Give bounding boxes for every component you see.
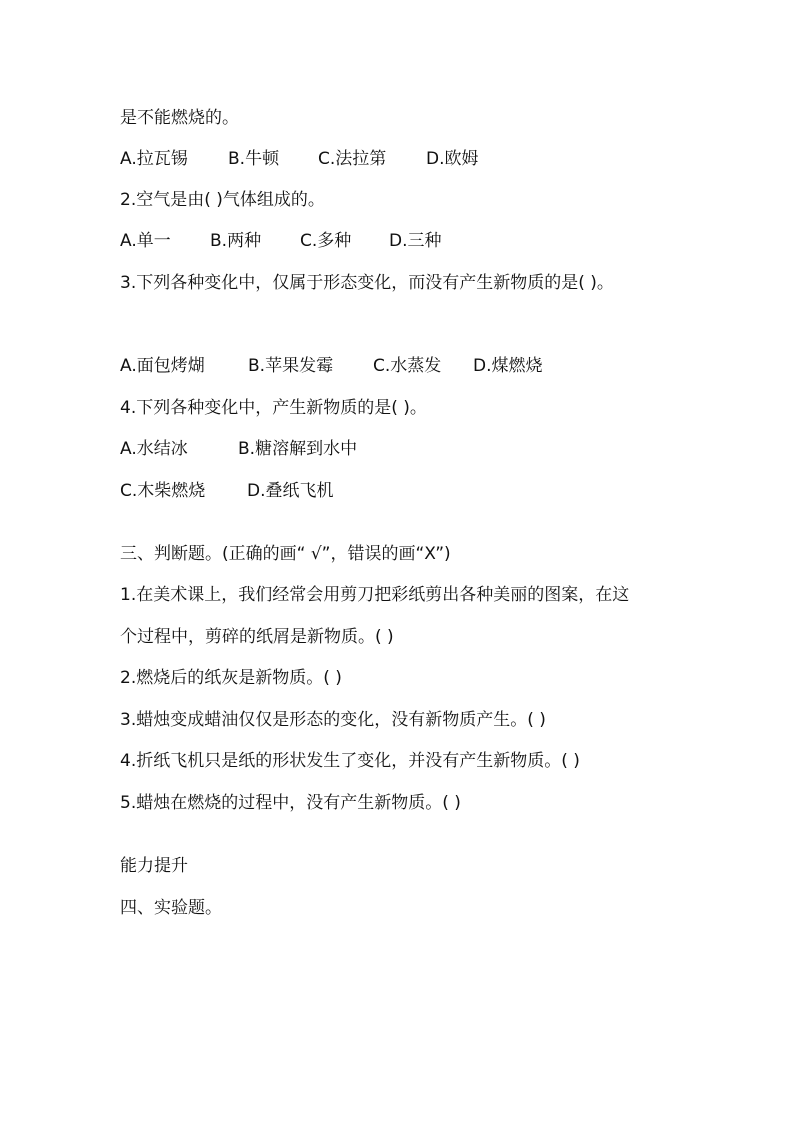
q2-option-d: D.三种	[389, 231, 442, 251]
continued-text-line: 是不能燃烧的。	[120, 108, 239, 128]
judge1-line2: 个过程中，剪碎的纸屑是新物质。( )	[120, 627, 394, 647]
q3-option-d: D.煤燃烧	[473, 356, 543, 376]
judge1-line1: 1.在美术课上，我们经常会用剪刀把彩纸剪出各种美丽的图案，在这	[120, 585, 630, 605]
judge4: 4.折纸飞机只是纸的形状发生了变化，并没有产生新物质。( )	[120, 751, 580, 771]
judge2: 2.燃烧后的纸灰是新物质。( )	[120, 668, 342, 688]
q2-option-a: A.单一	[120, 231, 171, 251]
q4-option-d: D.叠纸飞机	[247, 481, 334, 501]
q1-option-c: C.法拉第	[318, 149, 387, 169]
q3-option-c: C.水蒸发	[373, 356, 442, 376]
ability-heading: 能力提升	[120, 856, 188, 876]
q4-stem: 4.下列各种变化中，产生新物质的是( )。	[120, 398, 427, 418]
q4-options-row2	[120, 480, 334, 502]
q1-option-d: D.欧姆	[426, 149, 479, 169]
judge3: 3.蜡烛变成蜡油仅仅是形态的变化，没有新物质产生。( )	[120, 710, 546, 730]
q3-options	[120, 355, 543, 377]
q4-option-b: B.糖溶解到水中	[238, 439, 358, 459]
q2-option-c: C.多种	[300, 231, 352, 251]
q2-stem: 2.空气是由( )气体组成的。	[120, 190, 325, 210]
judge5: 5.蜡烛在燃烧的过程中，没有产生新物质。( )	[120, 793, 461, 813]
q4-option-a: A.水结冰	[120, 439, 188, 459]
q3-option-b: B.苹果发霉	[248, 356, 334, 376]
section3-title: 三、判断题。(正确的画“ √”，错误的画“X”)	[120, 544, 451, 564]
q2-option-b: B.两种	[210, 231, 262, 251]
q4-options-row1	[120, 438, 357, 460]
q1-option-b: B.牛顿	[228, 149, 280, 169]
section4-title: 四、实验题。	[120, 898, 222, 918]
q1-options	[120, 148, 479, 170]
q1-option-a: A.拉瓦锡	[120, 149, 188, 169]
q2-options	[120, 230, 442, 252]
q4-option-c: C.木柴燃烧	[120, 481, 206, 501]
q3-option-a: A.面包烤煳	[120, 356, 205, 376]
q3-stem: 3.下列各种变化中，仅属于形态变化，而没有产生新物质的是( )。	[120, 273, 614, 293]
